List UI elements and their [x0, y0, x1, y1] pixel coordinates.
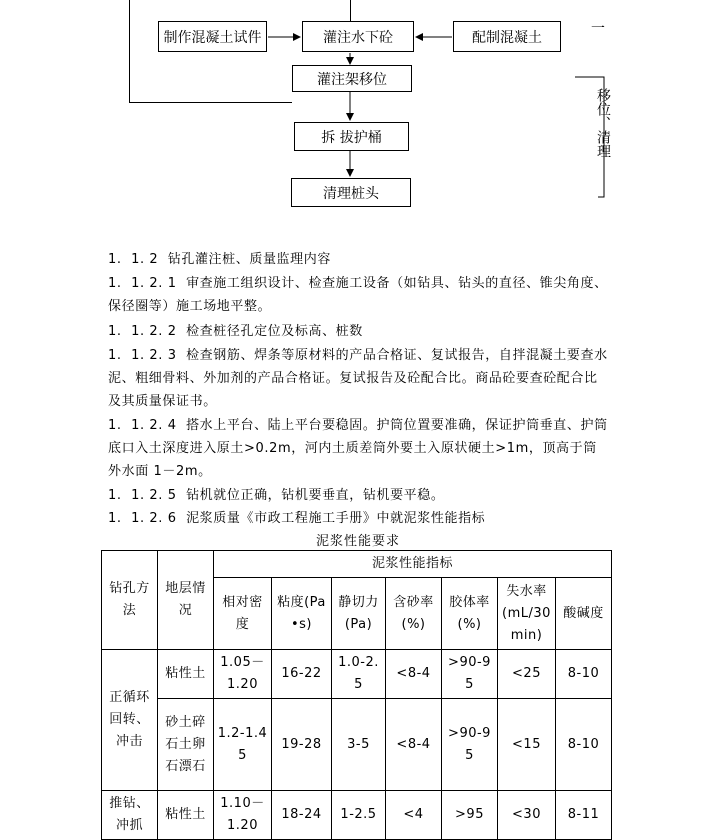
- table-cell: 1.2-1.45: [214, 699, 272, 791]
- section-heading: 1. 1. 2 钻孔灌注桩、质量监理内容: [108, 252, 331, 267]
- header-column: 胶体率(%): [442, 578, 498, 650]
- header-column: 酸碱度: [556, 578, 612, 650]
- move-frame-label: 灌注架移位: [317, 71, 387, 88]
- table-row: [102, 650, 612, 699]
- paragraph-platform-casing: 1. 1. 2. 4 搭水上平台、陆上平台要稳固。护筒位置要准确，保证护筒垂直、护筒底口入土深度进入原土>0.2m，河内土质差筒外要土入原状硬土>1m，顶高于筒外水面 1－2m。: [108, 418, 608, 479]
- pour-underwater-label: 灌注水下砼: [323, 29, 393, 46]
- table-cell: 8-10: [556, 699, 612, 791]
- paragraph-review-design: 1. 1. 2. 1 审查施工组织设计、检查施工设备（如钻具、钻头的直径、锥尖角度、保径圈等）施工场地平整。: [108, 276, 608, 314]
- table-cell: <30: [498, 791, 556, 840]
- side-dash: 一: [591, 21, 605, 37]
- table-cell: 1.10－1.20: [214, 791, 272, 840]
- table-cell: <15: [498, 699, 556, 791]
- paragraph-check-materials: 1. 1. 2. 3 检查钢筋、焊条等原材料的产品合格证、复试报告，自拌混凝土要查水泥、粗细骨料、外加剂的产品合格证。复试报告及砼配合比。商品砼要查砼配合比及其质量保证书。: [108, 348, 608, 409]
- paragraph-check-pile-position: 1. 1. 2. 2 检查桩径孔定位及标高、桩数: [108, 324, 363, 339]
- table-row: [102, 699, 612, 791]
- header-column: 相对密度: [214, 578, 272, 650]
- method-cell: 正循环回转、冲击: [102, 650, 158, 791]
- table-cell: 18-24: [272, 791, 332, 840]
- table-cell: <8-4: [386, 650, 442, 699]
- table-cell: 16-22: [272, 650, 332, 699]
- move-frame-box: [292, 65, 412, 92]
- strata-cell: 粘性土: [158, 650, 214, 699]
- table-row: [102, 791, 612, 840]
- table-cell: 1.05－1.20: [214, 650, 272, 699]
- mix-concrete-label: 配制混凝土: [472, 29, 542, 46]
- side-note: 移位、清理: [595, 88, 611, 158]
- mud-performance-table: [101, 550, 612, 840]
- pull-casing-box: [294, 122, 409, 151]
- method-cell: 推钻、冲抓: [102, 791, 158, 840]
- header-group: 泥浆性能指标: [214, 551, 612, 578]
- table-cell: <8-4: [386, 699, 442, 791]
- table-cell: 8-11: [556, 791, 612, 840]
- header-column: 含砂率(%): [386, 578, 442, 650]
- header-column: 粘度(Pa •s): [272, 578, 332, 650]
- table-cell: 8-10: [556, 650, 612, 699]
- table-header-row: [102, 551, 612, 578]
- strata-cell: 粘性土: [158, 791, 214, 840]
- strata-cell: 砂土碎石土卵石漂石: [158, 699, 214, 791]
- table-cell: >95: [442, 791, 498, 840]
- clean-pile-label: 清理桩头: [323, 185, 379, 202]
- table-cell: 19-28: [272, 699, 332, 791]
- table-cell: 1.0-2.5: [332, 650, 386, 699]
- header-column: 失水率(mL/30min): [498, 578, 556, 650]
- header-method: 钻孔方法: [102, 551, 158, 650]
- table-cell: 3-5: [332, 699, 386, 791]
- make-sample-label: 制作混凝土试件: [163, 29, 262, 46]
- table-cell: <4: [386, 791, 442, 840]
- table-cell: >90-95: [442, 699, 498, 791]
- header-column: 静切力(Pa): [332, 578, 386, 650]
- paragraph-drill-position: 1. 1. 2. 5 钻机就位正确，钻机要垂直，钻机要平稳。: [108, 488, 445, 503]
- clean-pile-box: [291, 178, 411, 207]
- table-cell: <25: [498, 650, 556, 699]
- pull-casing-label: 拆 拔护桶: [321, 129, 382, 146]
- header-strata: 地层情况: [158, 551, 214, 650]
- table-cell: >90-95: [442, 650, 498, 699]
- table-caption: 泥浆性能要求: [315, 534, 400, 549]
- paragraph-mud-quality: 1. 1. 2. 6 泥浆质量《市政工程施工手册》中就泥浆性能指标: [108, 511, 486, 526]
- table-cell: 1-2.5: [332, 791, 386, 840]
